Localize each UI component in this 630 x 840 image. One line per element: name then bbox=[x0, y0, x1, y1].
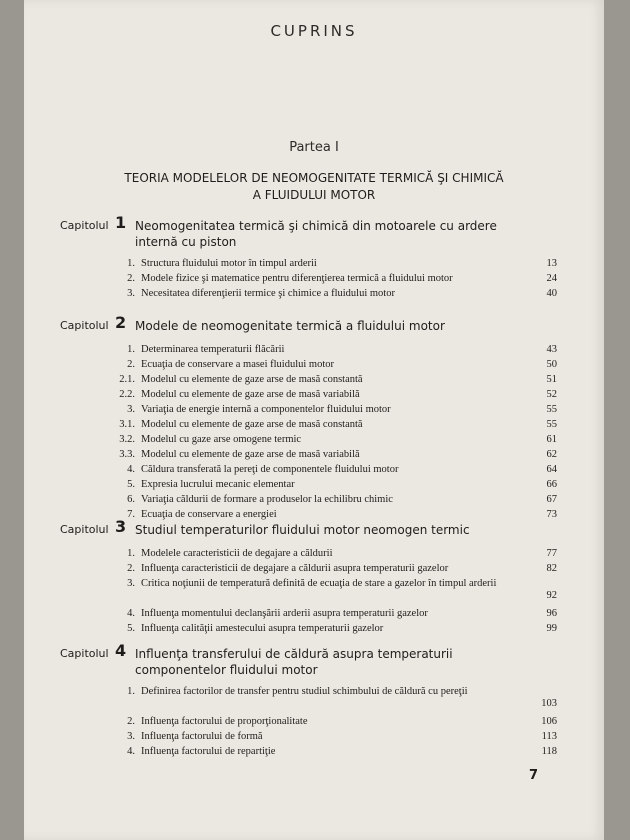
entry-number: 3.3. bbox=[119, 449, 135, 460]
chapter-number: 1 bbox=[115, 213, 127, 232]
entry-page: 106 bbox=[541, 716, 557, 727]
chapter-number: 2 bbox=[115, 313, 127, 332]
toc-entry[interactable] bbox=[115, 271, 555, 286]
entry-number: 1. bbox=[127, 258, 135, 269]
toc-entry[interactable] bbox=[115, 744, 555, 759]
entry-number: 6. bbox=[127, 494, 135, 505]
entry-title: Definirea factorilor de transfer pentru studiul schimbului de căldură cu pereţii bbox=[141, 686, 468, 697]
toc-entry[interactable] bbox=[115, 492, 555, 507]
entry-page: 96 bbox=[546, 608, 557, 619]
entry-number: 4. bbox=[127, 608, 135, 619]
entry-page: 51 bbox=[546, 374, 557, 385]
toc-entry[interactable] bbox=[115, 372, 555, 387]
entry-page: 67 bbox=[546, 494, 557, 505]
entry-number: 2.1. bbox=[119, 374, 135, 385]
entry-number: 2.2. bbox=[119, 389, 135, 400]
entry-number: 1. bbox=[127, 344, 135, 355]
toc-entry[interactable] bbox=[115, 462, 555, 477]
entry-number: 7. bbox=[127, 509, 135, 520]
entry-title: Influenţa factorului de proporţionalitate bbox=[141, 716, 308, 727]
book-page bbox=[24, 0, 604, 840]
entry-page: 13 bbox=[546, 258, 557, 269]
toc-entry[interactable] bbox=[115, 561, 555, 576]
entry-number: 5. bbox=[127, 479, 135, 490]
entry-title: Influenţa momentului declanşării arderii asupra temperaturii gazelor bbox=[141, 608, 428, 619]
chapter-entries bbox=[115, 256, 555, 301]
chapter-number: 3 bbox=[115, 517, 127, 536]
chapter-entries bbox=[115, 684, 555, 759]
entry-number: 2. bbox=[127, 273, 135, 284]
entry-title: Modelele caracteristicii de degajare a căldurii bbox=[141, 548, 333, 559]
entry-title: Variaţia căldurii de formare a produselor la echilibru chimic bbox=[141, 494, 393, 505]
entry-page: 61 bbox=[546, 434, 557, 445]
entry-page: 103 bbox=[541, 698, 557, 709]
entry-title: Influenţa caracteristicii de degajare a căldurii asupra temperaturii gazelor bbox=[141, 563, 449, 574]
page-number: 7 bbox=[529, 768, 539, 783]
entry-title: Modelul cu elemente de gaze arse de masă variabilă bbox=[141, 449, 360, 460]
toc-entry[interactable] bbox=[115, 729, 555, 744]
entry-title: Necesitatea diferenţierii termice şi chimice a fluidului motor bbox=[141, 288, 395, 299]
toc-entry[interactable] bbox=[115, 714, 555, 729]
toc-entry[interactable] bbox=[115, 387, 555, 402]
entry-title: Variaţia de energie internă a componentelor fluidului motor bbox=[141, 404, 391, 415]
chapter-word: Capitolul bbox=[60, 219, 109, 232]
chapter-word: Capitolul bbox=[60, 319, 109, 332]
chapter-title: Neomogenitatea termică şi chimică din motoarele cu ardere internă cu piston bbox=[135, 219, 497, 249]
entry-page: 55 bbox=[546, 404, 557, 415]
entry-number: 4. bbox=[127, 464, 135, 475]
entry-page: 40 bbox=[546, 288, 557, 299]
entry-number: 4. bbox=[127, 746, 135, 757]
toc-entry[interactable] bbox=[115, 286, 555, 301]
entry-title: Expresia lucrului mecanic elementar bbox=[141, 479, 295, 490]
entry-title: Determinarea temperaturii flăcării bbox=[141, 344, 285, 355]
entry-number: 3. bbox=[127, 578, 135, 589]
part-title-line-2: A FLUIDULUI MOTOR bbox=[252, 188, 376, 202]
entry-title: Influenţa factorului de formă bbox=[141, 731, 263, 742]
entry-page: 73 bbox=[546, 509, 557, 520]
entry-title: Modelul cu elemente de gaze arse de masă constantă bbox=[141, 419, 363, 430]
entry-page: 55 bbox=[546, 419, 557, 430]
chapter-number: 4 bbox=[115, 641, 127, 660]
entry-number: 5. bbox=[127, 623, 135, 634]
entry-page: 77 bbox=[546, 548, 557, 559]
toc-entry[interactable] bbox=[115, 684, 555, 714]
chapter-entries bbox=[115, 546, 555, 636]
entry-page: 66 bbox=[546, 479, 557, 490]
entry-page: 52 bbox=[546, 389, 557, 400]
entry-title: Influenţa calităţii amestecului asupra temperaturii gazelor bbox=[141, 623, 384, 634]
entry-title: Căldura transferată la pereţi de componentele fluidului motor bbox=[141, 464, 399, 475]
entry-page: 92 bbox=[546, 590, 557, 601]
entry-page: 82 bbox=[546, 563, 557, 574]
toc-entry[interactable] bbox=[115, 576, 555, 606]
entry-title: Critica noţiunii de temperatură definită de ecuaţia de stare a gazelor în timpul arderii bbox=[141, 578, 497, 589]
toc-entry[interactable] bbox=[115, 447, 555, 462]
entry-title: Influenţa factorului de repartiţie bbox=[141, 746, 276, 757]
part-title bbox=[24, 170, 604, 204]
chapter-entries bbox=[115, 342, 555, 522]
toc-entry[interactable] bbox=[115, 606, 555, 621]
chapter-word: Capitolul bbox=[60, 647, 109, 660]
entry-number: 2. bbox=[127, 563, 135, 574]
toc-entry[interactable] bbox=[115, 357, 555, 372]
entry-number: 3. bbox=[127, 288, 135, 299]
part-title-line-1: TEORIA MODELELOR DE NEOMOGENITATE TERMICĂ ŞI CHIMICĂ bbox=[124, 171, 504, 185]
chapter-title: Modele de neomogenitate termică a fluidului motor bbox=[135, 319, 445, 333]
entry-number: 2. bbox=[127, 716, 135, 727]
entry-title: Modelul cu gaze arse omogene termic bbox=[141, 434, 302, 445]
entry-page: 113 bbox=[541, 731, 557, 742]
toc-entry[interactable] bbox=[115, 507, 555, 522]
entry-number: 2. bbox=[127, 359, 135, 370]
toc-entry[interactable] bbox=[115, 432, 555, 447]
entry-number: 3. bbox=[127, 404, 135, 415]
part-label: Partea I bbox=[289, 140, 339, 155]
entry-title: Modelul cu elemente de gaze arse de masă variabilă bbox=[141, 389, 360, 400]
toc-entry[interactable] bbox=[115, 546, 555, 561]
entry-number: 1. bbox=[127, 548, 135, 559]
entry-title: Modelul cu elemente de gaze arse de masă constantă bbox=[141, 374, 363, 385]
chapter-word: Capitolul bbox=[60, 523, 109, 536]
entry-page: 43 bbox=[546, 344, 557, 355]
entry-page: 118 bbox=[541, 746, 557, 757]
entry-page: 50 bbox=[546, 359, 557, 370]
entry-title: Structura fluidului motor în timpul arderii bbox=[141, 258, 317, 269]
entry-title: Ecuaţia de conservare a masei fluidului motor bbox=[141, 359, 335, 370]
entry-number: 3. bbox=[127, 731, 135, 742]
entry-number: 1. bbox=[127, 686, 135, 697]
toc-entry[interactable] bbox=[115, 256, 555, 271]
entry-page: 24 bbox=[546, 273, 557, 284]
entry-number: 3.2. bbox=[119, 434, 135, 445]
toc-entry[interactable] bbox=[115, 417, 555, 432]
entry-page: 62 bbox=[546, 449, 557, 460]
entry-title: Ecuaţia de conservare a energiei bbox=[141, 509, 277, 520]
chapter-title: Studiul temperaturilor fluidului motor neomogen termic bbox=[135, 523, 470, 537]
entry-number: 3.1. bbox=[119, 419, 135, 430]
entry-page: 99 bbox=[546, 623, 557, 634]
entry-page: 64 bbox=[546, 464, 557, 475]
entry-title: Modele fizice şi matematice pentru diferenţierea termică a fluidului motor bbox=[141, 273, 453, 284]
page-title: CUPRINS bbox=[270, 22, 358, 40]
toc-entry[interactable] bbox=[115, 477, 555, 492]
toc-entry[interactable] bbox=[115, 621, 555, 636]
toc-entry[interactable] bbox=[115, 342, 555, 357]
chapter-title: Influenţa transferului de căldură asupra temperaturii componentelor fluidului motor bbox=[135, 647, 453, 677]
toc-entry[interactable] bbox=[115, 402, 555, 417]
